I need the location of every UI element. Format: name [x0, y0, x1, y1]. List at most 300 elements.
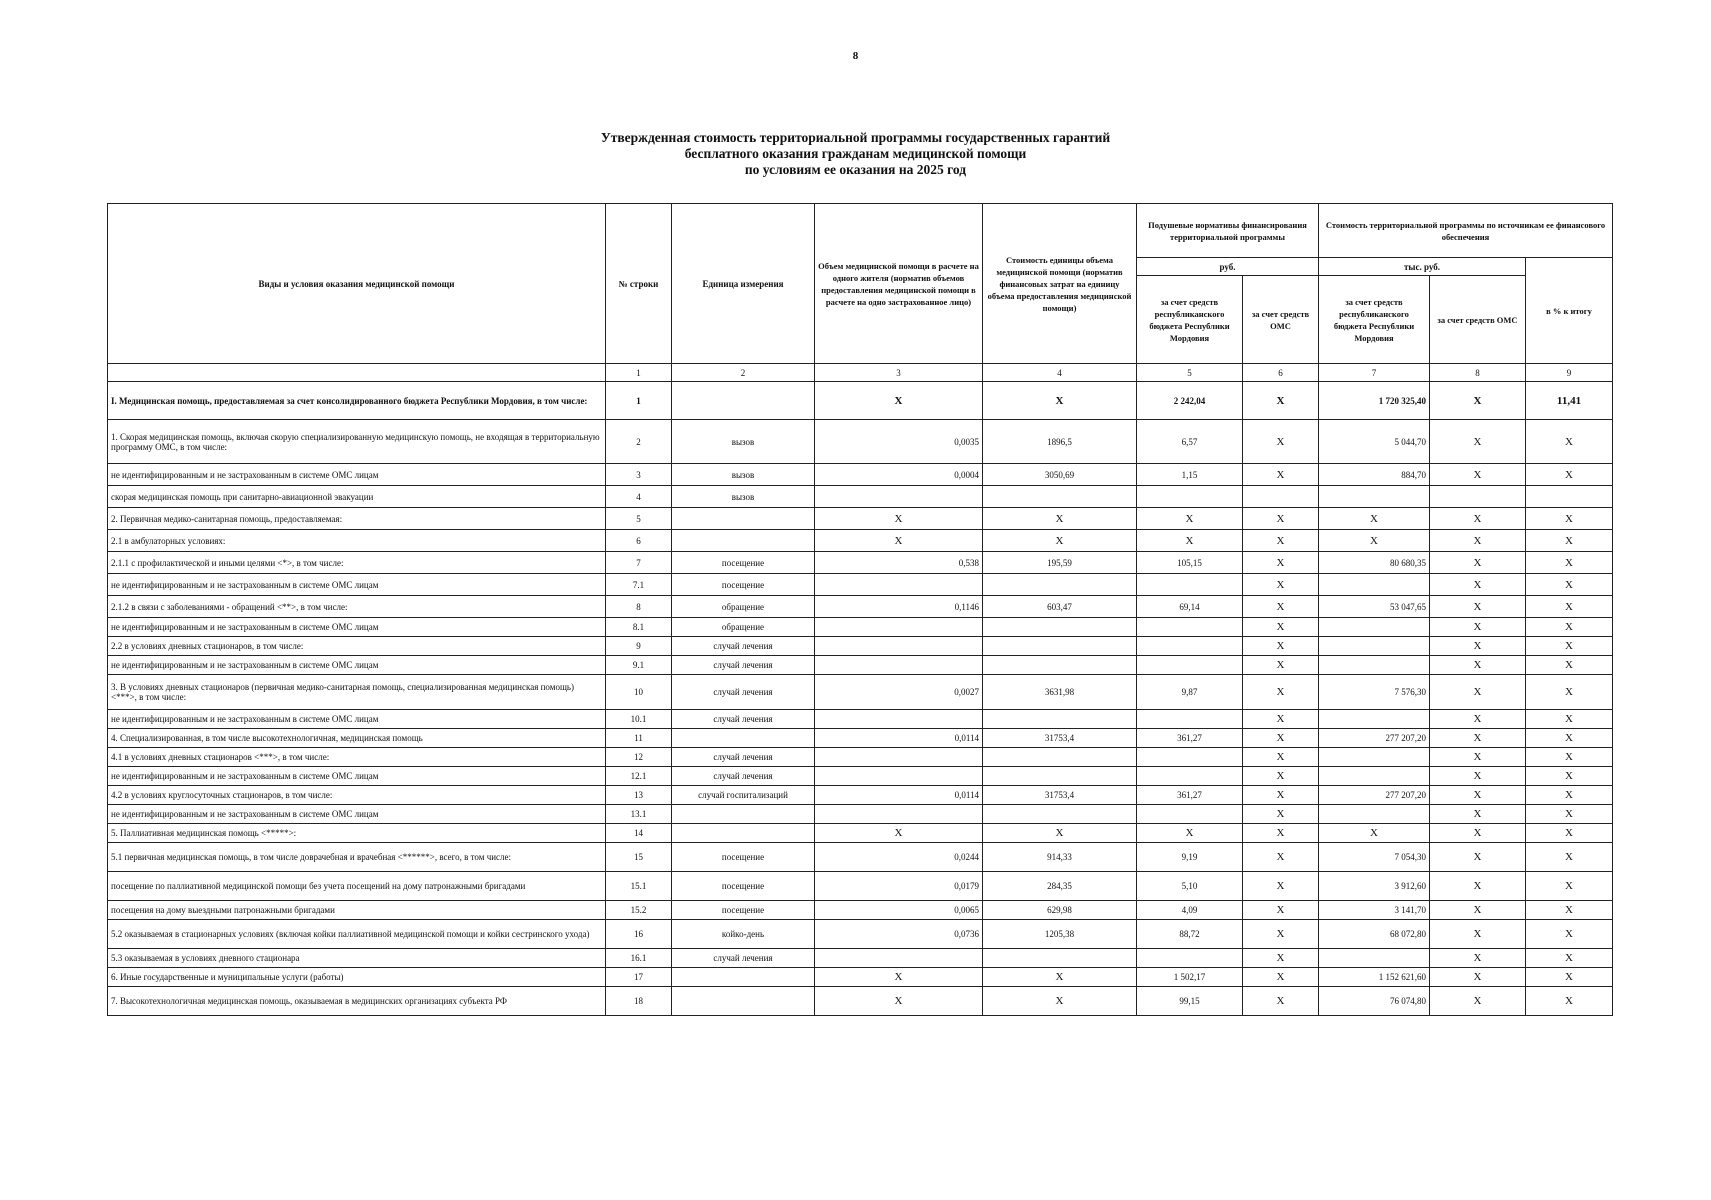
table-row [108, 656, 1613, 675]
row-volume: 0,538 [815, 552, 983, 574]
row-unit-cost: 31753,4 [983, 729, 1137, 748]
header-oms-rub: за счет средств ОМС [1243, 276, 1319, 364]
row-number: 15.1 [606, 872, 672, 901]
row-cost-oms-thous: X [1430, 382, 1526, 420]
row-unit-cost: X [983, 530, 1137, 552]
row-number: 5 [606, 508, 672, 530]
row-description: не идентифицированным и не застрахованным в системе ОМС лицам [108, 618, 606, 637]
row-norm-budget-rub: 69,14 [1137, 596, 1243, 618]
table-row [108, 901, 1613, 920]
row-unit-cost [983, 574, 1137, 596]
row-cost-budget-thous: 277 207,20 [1319, 729, 1430, 748]
row-volume: X [815, 508, 983, 530]
row-unit [672, 987, 815, 1016]
row-cost-oms-thous: X [1430, 987, 1526, 1016]
row-unit-cost: 603,47 [983, 596, 1137, 618]
row-unit-cost: X [983, 968, 1137, 987]
row-norm-budget-rub: 99,15 [1137, 987, 1243, 1016]
table-row [108, 710, 1613, 729]
row-cost-oms-thous: X [1430, 805, 1526, 824]
table-row [108, 382, 1613, 420]
row-cost-pct: X [1526, 748, 1613, 767]
row-unit-cost [983, 767, 1137, 786]
row-volume: 0,0114 [815, 786, 983, 805]
row-norm-oms-rub: X [1243, 637, 1319, 656]
row-cost-oms-thous: X [1430, 920, 1526, 949]
row-unit-cost: X [983, 987, 1137, 1016]
row-number: 8.1 [606, 618, 672, 637]
row-unit-cost: 31753,4 [983, 786, 1137, 805]
row-unit-cost [983, 618, 1137, 637]
row-norm-oms-rub: X [1243, 656, 1319, 675]
row-cost-budget-thous: 277 207,20 [1319, 786, 1430, 805]
row-norm-budget-rub: X [1137, 508, 1243, 530]
table-row [108, 552, 1613, 574]
row-number: 15.2 [606, 901, 672, 920]
table-row [108, 748, 1613, 767]
row-unit [672, 729, 815, 748]
row-cost-budget-thous: X [1319, 530, 1430, 552]
row-cost-pct: X [1526, 596, 1613, 618]
row-unit: посещение [672, 843, 815, 872]
row-unit: случай лечения [672, 748, 815, 767]
row-description: 5.3 оказываемая в условиях дневного стационара [108, 949, 606, 968]
header-budget-rub: за счет средств республиканского бюджета Республики Мордовия [1137, 276, 1243, 364]
header-norms-group: Подушевые нормативы финансирования территориальной программы [1137, 204, 1319, 258]
row-cost-budget-thous [1319, 767, 1430, 786]
row-volume [815, 805, 983, 824]
row-cost-pct: X [1526, 786, 1613, 805]
table-row [108, 574, 1613, 596]
row-cost-budget-thous: 7 054,30 [1319, 843, 1430, 872]
column-number: 7 [1319, 364, 1430, 382]
column-number: 4 [983, 364, 1137, 382]
column-numbers-row [108, 364, 1613, 382]
row-volume [815, 656, 983, 675]
column-number: 1 [606, 364, 672, 382]
row-volume [815, 748, 983, 767]
row-number: 3 [606, 464, 672, 486]
row-norm-oms-rub: X [1243, 420, 1319, 464]
header-unit: Единица измерения [672, 204, 815, 364]
row-volume [815, 618, 983, 637]
row-cost-oms-thous: X [1430, 968, 1526, 987]
row-unit [672, 805, 815, 824]
row-cost-budget-thous [1319, 637, 1430, 656]
row-unit: посещение [672, 872, 815, 901]
row-description: 2.1.2 в связи с заболеваниями - обращений <**>, в том числе: [108, 596, 606, 618]
table-row [108, 872, 1613, 901]
row-cost-oms-thous: X [1430, 464, 1526, 486]
row-cost-oms-thous: X [1430, 949, 1526, 968]
row-unit: обращение [672, 618, 815, 637]
row-volume: X [815, 968, 983, 987]
row-description: 2. Первичная медико-санитарная помощь, предоставляемая: [108, 508, 606, 530]
header-cost: Стоимость единицы объема медицинской помощи (норматив финансовых затрат на единицу объема предоставления медицинской помощи) [983, 204, 1137, 364]
row-cost-budget-thous: 5 044,70 [1319, 420, 1430, 464]
row-volume [815, 949, 983, 968]
row-unit-cost [983, 710, 1137, 729]
row-norm-budget-rub: X [1137, 530, 1243, 552]
table-row [108, 420, 1613, 464]
column-number [108, 364, 606, 382]
row-cost-pct: X [1526, 920, 1613, 949]
row-norm-oms-rub: X [1243, 767, 1319, 786]
row-cost-oms-thous: X [1430, 748, 1526, 767]
row-number: 10 [606, 675, 672, 710]
row-unit: случай госпитализаций [672, 786, 815, 805]
row-unit-cost: 3631,98 [983, 675, 1137, 710]
row-number: 17 [606, 968, 672, 987]
row-cost-budget-thous: 3 141,70 [1319, 901, 1430, 920]
table-row [108, 508, 1613, 530]
row-volume: 0,0114 [815, 729, 983, 748]
row-cost-pct: X [1526, 949, 1613, 968]
column-number: 2 [672, 364, 815, 382]
header-cost-unit: тыс. руб. [1319, 258, 1526, 276]
row-unit: посещение [672, 574, 815, 596]
row-description: посещения на дому выездными патронажными бригадами [108, 901, 606, 920]
row-norm-budget-rub [1137, 805, 1243, 824]
row-unit-cost: 1205,38 [983, 920, 1137, 949]
row-cost-oms-thous: X [1430, 596, 1526, 618]
row-norm-budget-rub: 9,87 [1137, 675, 1243, 710]
table-row [108, 675, 1613, 710]
row-unit-cost: X [983, 824, 1137, 843]
row-description: не идентифицированным и не застрахованным в системе ОМС лицам [108, 767, 606, 786]
table-row [108, 530, 1613, 552]
row-norm-budget-rub: 361,27 [1137, 786, 1243, 805]
row-cost-oms-thous: X [1430, 574, 1526, 596]
row-unit-cost: 1896,5 [983, 420, 1137, 464]
row-description: 2.1 в амбулаторных условиях: [108, 530, 606, 552]
row-cost-oms-thous: X [1430, 767, 1526, 786]
row-volume: 0,0736 [815, 920, 983, 949]
row-volume: X [815, 824, 983, 843]
row-description: 2.1.1 с профилактической и иными целями <*>, в том числе: [108, 552, 606, 574]
row-norm-oms-rub: X [1243, 987, 1319, 1016]
row-cost-budget-thous: 80 680,35 [1319, 552, 1430, 574]
row-number: 8 [606, 596, 672, 618]
row-number: 9 [606, 637, 672, 656]
row-description: посещение по паллиативной медицинской помощи без учета посещений на дому патронажными бригадами [108, 872, 606, 901]
row-cost-oms-thous: X [1430, 552, 1526, 574]
row-unit: случай лечения [672, 767, 815, 786]
row-norm-oms-rub: X [1243, 574, 1319, 596]
row-norm-budget-rub [1137, 574, 1243, 596]
row-norm-budget-rub: 2 242,04 [1137, 382, 1243, 420]
row-norm-oms-rub: X [1243, 786, 1319, 805]
row-norm-budget-rub: 4,09 [1137, 901, 1243, 920]
row-volume: X [815, 987, 983, 1016]
row-number: 9.1 [606, 656, 672, 675]
column-number: 3 [815, 364, 983, 382]
row-number: 12 [606, 748, 672, 767]
row-description: 3. В условиях дневных стационаров (первичная медико-санитарная помощь, специализированная медицинская помощь) <***>, в том числе: [108, 675, 606, 710]
row-norm-budget-rub: 6,57 [1137, 420, 1243, 464]
row-unit-cost: 195,59 [983, 552, 1137, 574]
row-norm-budget-rub: 88,72 [1137, 920, 1243, 949]
row-cost-pct: X [1526, 968, 1613, 987]
row-unit: обращение [672, 596, 815, 618]
row-norm-oms-rub: X [1243, 920, 1319, 949]
row-unit-cost [983, 805, 1137, 824]
table-row [108, 824, 1613, 843]
row-volume: 0,0027 [815, 675, 983, 710]
row-unit-cost: X [983, 508, 1137, 530]
row-description: 4.1 в условиях дневных стационаров <***>, в том числе: [108, 748, 606, 767]
row-cost-oms-thous: X [1430, 656, 1526, 675]
row-norm-budget-rub [1137, 486, 1243, 508]
row-number: 16.1 [606, 949, 672, 968]
row-number: 16 [606, 920, 672, 949]
row-volume [815, 574, 983, 596]
program-cost-table [107, 203, 1613, 1016]
row-number: 15 [606, 843, 672, 872]
table-body [108, 364, 1613, 1016]
row-norm-oms-rub: X [1243, 596, 1319, 618]
row-cost-budget-thous [1319, 486, 1430, 508]
row-unit-cost [983, 656, 1137, 675]
row-norm-oms-rub: X [1243, 843, 1319, 872]
row-norm-oms-rub: X [1243, 824, 1319, 843]
row-unit-cost [983, 486, 1137, 508]
header-pct: в % к итогу [1526, 258, 1613, 364]
row-volume [815, 710, 983, 729]
row-norm-budget-rub [1137, 710, 1243, 729]
row-cost-pct: X [1526, 824, 1613, 843]
row-volume [815, 767, 983, 786]
row-unit: вызов [672, 464, 815, 486]
row-unit-cost [983, 637, 1137, 656]
column-number: 5 [1137, 364, 1243, 382]
row-volume: 0,0065 [815, 901, 983, 920]
row-cost-budget-thous: 7 576,30 [1319, 675, 1430, 710]
row-norm-budget-rub: 5,10 [1137, 872, 1243, 901]
row-norm-budget-rub: 9,19 [1137, 843, 1243, 872]
row-unit-cost [983, 949, 1137, 968]
row-number: 7.1 [606, 574, 672, 596]
row-norm-oms-rub: X [1243, 901, 1319, 920]
row-description: 2.2 в условиях дневных стационаров, в том числе: [108, 637, 606, 656]
row-unit: случай лечения [672, 637, 815, 656]
table-row [108, 596, 1613, 618]
row-unit [672, 508, 815, 530]
row-norm-budget-rub [1137, 618, 1243, 637]
row-norm-budget-rub [1137, 748, 1243, 767]
row-number: 14 [606, 824, 672, 843]
row-cost-oms-thous: X [1430, 710, 1526, 729]
row-number: 12.1 [606, 767, 672, 786]
row-cost-oms-thous: X [1430, 530, 1526, 552]
column-number: 6 [1243, 364, 1319, 382]
row-cost-budget-thous: 76 074,80 [1319, 987, 1430, 1016]
row-description: 4.2 в условиях круглосуточных стационаров, в том числе: [108, 786, 606, 805]
row-unit: посещение [672, 901, 815, 920]
row-cost-pct: X [1526, 987, 1613, 1016]
table-row [108, 486, 1613, 508]
row-unit: случай лечения [672, 949, 815, 968]
row-description: 5.1 первичная медицинская помощь, в том числе доврачебная и врачебная <******>, всего, в том числе: [108, 843, 606, 872]
row-cost-oms-thous: X [1430, 729, 1526, 748]
row-number: 7 [606, 552, 672, 574]
row-unit-cost: 284,35 [983, 872, 1137, 901]
header-budget-thous: за счет средств республиканского бюджета Республики Мордовия [1319, 276, 1430, 364]
document-title [0, 130, 1711, 178]
row-cost-pct [1526, 486, 1613, 508]
row-cost-oms-thous: X [1430, 843, 1526, 872]
row-norm-budget-rub: 361,27 [1137, 729, 1243, 748]
row-norm-budget-rub: 1,15 [1137, 464, 1243, 486]
row-norm-oms-rub: X [1243, 805, 1319, 824]
row-volume: 0,1146 [815, 596, 983, 618]
row-cost-pct: X [1526, 767, 1613, 786]
row-number: 13 [606, 786, 672, 805]
row-norm-budget-rub [1137, 637, 1243, 656]
row-volume: X [815, 530, 983, 552]
header-volume: Объем медицинской помощи в расчете на одного жителя (норматив объемов предоставления медицинской помощи в расчете на одно застрахованное лицо) [815, 204, 983, 364]
row-cost-budget-thous: 1 152 621,60 [1319, 968, 1430, 987]
row-cost-budget-thous: 1 720 325,40 [1319, 382, 1430, 420]
table-row [108, 786, 1613, 805]
row-cost-oms-thous: X [1430, 508, 1526, 530]
row-norm-oms-rub: X [1243, 872, 1319, 901]
title-line-3: по условиям ее оказания на 2025 год [744, 162, 967, 177]
row-number: 18 [606, 987, 672, 1016]
row-description: 5.2 оказываемая в стационарных условиях (включая койки паллиативной медицинской помощи и койки сестринского ухода) [108, 920, 606, 949]
row-volume [815, 486, 983, 508]
row-cost-budget-thous: 884,70 [1319, 464, 1430, 486]
table-row [108, 637, 1613, 656]
row-cost-budget-thous: 68 072,80 [1319, 920, 1430, 949]
row-description: не идентифицированным и не застрахованным в системе ОМС лицам [108, 656, 606, 675]
row-description: скорая медицинская помощь при санитарно-авиационной эвакуации [108, 486, 606, 508]
row-number: 10.1 [606, 710, 672, 729]
row-cost-pct: X [1526, 656, 1613, 675]
column-number: 9 [1526, 364, 1613, 382]
row-norm-oms-rub: X [1243, 382, 1319, 420]
row-cost-pct: 11,41 [1526, 382, 1613, 420]
row-cost-pct: X [1526, 710, 1613, 729]
row-unit: койко-день [672, 920, 815, 949]
row-unit-cost: X [983, 382, 1137, 420]
header-cost-group: Стоимость территориальной программы по источникам ее финансового обеспечения [1319, 204, 1613, 258]
row-cost-oms-thous: X [1430, 420, 1526, 464]
row-volume: X [815, 382, 983, 420]
row-description: 6. Иные государственные и муниципальные услуги (работы) [108, 968, 606, 987]
row-unit: случай лечения [672, 656, 815, 675]
column-number: 8 [1430, 364, 1526, 382]
row-norm-oms-rub: X [1243, 949, 1319, 968]
row-number: 1 [606, 382, 672, 420]
row-cost-oms-thous: X [1430, 786, 1526, 805]
row-unit: случай лечения [672, 675, 815, 710]
row-number: 4 [606, 486, 672, 508]
row-cost-pct: X [1526, 420, 1613, 464]
row-cost-pct: X [1526, 530, 1613, 552]
table-row [108, 949, 1613, 968]
table-header [108, 204, 1613, 364]
header-oms-thous: за счет средств ОМС [1430, 276, 1526, 364]
row-description: 4. Специализированная, в том числе высокотехнологичная, медицинская помощь [108, 729, 606, 748]
row-unit [672, 968, 815, 987]
row-volume: 0,0244 [815, 843, 983, 872]
row-unit: посещение [672, 552, 815, 574]
table-row [108, 729, 1613, 748]
table-row [108, 805, 1613, 824]
row-unit [672, 824, 815, 843]
row-cost-oms-thous: X [1430, 637, 1526, 656]
row-cost-budget-thous [1319, 710, 1430, 729]
row-cost-budget-thous [1319, 618, 1430, 637]
row-volume: 0,0035 [815, 420, 983, 464]
row-cost-pct: X [1526, 901, 1613, 920]
table-row [108, 968, 1613, 987]
row-number: 13.1 [606, 805, 672, 824]
row-norm-oms-rub: X [1243, 618, 1319, 637]
row-cost-budget-thous: 3 912,60 [1319, 872, 1430, 901]
row-unit [672, 382, 815, 420]
row-norm-oms-rub: X [1243, 748, 1319, 767]
row-volume [815, 637, 983, 656]
table-row [108, 843, 1613, 872]
row-unit-cost [983, 748, 1137, 767]
row-cost-budget-thous [1319, 748, 1430, 767]
row-unit [672, 530, 815, 552]
row-cost-pct: X [1526, 574, 1613, 596]
title-line-1: Утвержденная стоимость территориальной программы государственных гарантий [600, 130, 1111, 145]
header-norms-unit: руб. [1137, 258, 1319, 276]
row-cost-pct: X [1526, 675, 1613, 710]
row-cost-budget-thous [1319, 656, 1430, 675]
row-description: не идентифицированным и не застрахованным в системе ОМС лицам [108, 464, 606, 486]
row-norm-oms-rub [1243, 486, 1319, 508]
row-cost-oms-thous [1430, 486, 1526, 508]
row-volume: 0,0179 [815, 872, 983, 901]
title-line-2: бесплатного оказания гражданам медицинской помощи [684, 146, 1027, 161]
row-norm-oms-rub: X [1243, 530, 1319, 552]
row-description: не идентифицированным и не застрахованным в системе ОМС лицам [108, 574, 606, 596]
header-types: Виды и условия оказания медицинской помощи [108, 204, 606, 364]
row-volume: 0,0004 [815, 464, 983, 486]
row-norm-oms-rub: X [1243, 968, 1319, 987]
row-unit-cost: 629,98 [983, 901, 1137, 920]
row-description: 1. Скорая медицинская помощь, включая скорую специализированную медицинскую помощь, не входящая в территориальную программу ОМС, в том числе: [108, 420, 606, 464]
row-description: не идентифицированным и не застрахованным в системе ОМС лицам [108, 805, 606, 824]
row-number: 2 [606, 420, 672, 464]
row-norm-oms-rub: X [1243, 552, 1319, 574]
table-row [108, 618, 1613, 637]
row-norm-budget-rub [1137, 949, 1243, 968]
row-cost-budget-thous [1319, 805, 1430, 824]
row-norm-budget-rub [1137, 767, 1243, 786]
row-cost-pct: X [1526, 508, 1613, 530]
row-cost-budget-thous: X [1319, 824, 1430, 843]
row-unit: вызов [672, 420, 815, 464]
row-norm-budget-rub [1137, 656, 1243, 675]
row-cost-oms-thous: X [1430, 824, 1526, 843]
row-cost-pct: X [1526, 552, 1613, 574]
row-norm-oms-rub: X [1243, 710, 1319, 729]
table-row [108, 767, 1613, 786]
row-cost-pct: X [1526, 805, 1613, 824]
row-norm-budget-rub: 1 502,17 [1137, 968, 1243, 987]
row-unit-cost: 914,33 [983, 843, 1137, 872]
row-cost-pct: X [1526, 637, 1613, 656]
row-cost-oms-thous: X [1430, 872, 1526, 901]
row-norm-budget-rub: X [1137, 824, 1243, 843]
table-row [108, 987, 1613, 1016]
